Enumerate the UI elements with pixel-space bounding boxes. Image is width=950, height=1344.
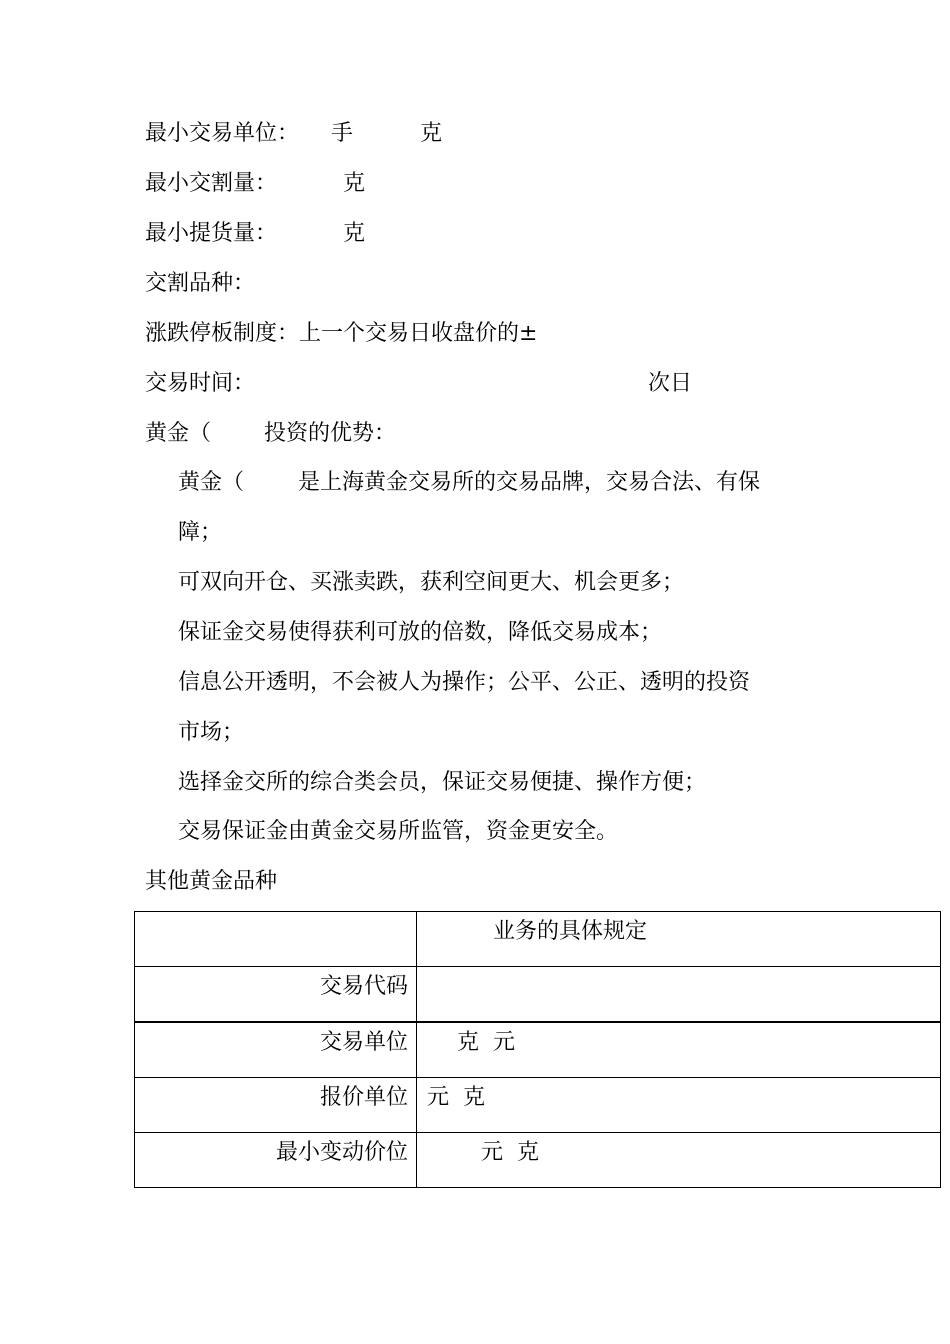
advantage-heading-part1: 黄金（ (145, 421, 212, 446)
header-empty-cell (135, 912, 417, 967)
table-row (135, 1022, 941, 1078)
advantage-item-3: 保证金交易使得获利可放的倍数，降低交易成本； (178, 620, 663, 645)
trade-unit-value: 克 元 (457, 1030, 515, 1055)
advantage-item-1-part2: 是上海黄金交易所的交易品牌，交易合法、有保 (298, 470, 761, 495)
min-tick-label: 最小变动价位 (275, 1140, 408, 1165)
quote-unit-label: 报价单位 (319, 1085, 408, 1110)
advantage-item-4: 信息公开透明，不会被人为操作；公平、公正、透明的投资 (178, 670, 751, 695)
table-row (135, 1078, 941, 1133)
advantage-item-5: 选择金交所的综合类会员，保证交易便捷、操作方便； (178, 770, 707, 795)
advantage-item-1-continued: 障； (178, 520, 223, 545)
min-tick-value: 元 克 (481, 1140, 539, 1165)
header-cell (417, 912, 941, 967)
row-label-cell (135, 967, 417, 1023)
table-row (135, 967, 941, 1023)
trade-time-next-day: 次日 (648, 371, 693, 396)
table-header-row (135, 912, 941, 967)
row-label-cell (135, 1022, 417, 1078)
advantage-item-1-part1: 黄金（ (178, 470, 245, 495)
other-gold-heading: 其他黄金品种 (145, 869, 278, 894)
row-label-cell (135, 1078, 417, 1133)
min-delivery-label: 最小交割量： (145, 171, 278, 196)
row-value-cell (417, 1133, 941, 1188)
min-pickup-value: 克 (343, 221, 366, 246)
advantage-item-6: 交易保证金由黄金交易所监管，资金更安全。 (178, 819, 619, 844)
min-trade-unit-value-1: 手 (331, 121, 354, 146)
trade-unit-label: 交易单位 (319, 1030, 408, 1055)
quote-unit-value: 元 克 (427, 1085, 485, 1110)
row-value-cell (417, 967, 941, 1023)
min-trade-unit-label: 最小交易单位： (145, 121, 300, 146)
header-text: 业务的具体规定 (493, 919, 648, 944)
trade-time-label: 交易时间： (145, 371, 256, 396)
row-value-cell (417, 1022, 941, 1078)
trade-code-label: 交易代码 (319, 974, 408, 999)
advantage-item-4-continued: 市场； (178, 720, 245, 745)
advantage-item-2: 可双向开仓、买涨卖跌，获利空间更大、机会更多； (178, 570, 685, 595)
min-trade-unit-value-2: 克 (420, 121, 443, 146)
advantage-heading-part2: 投资的优势： (264, 421, 397, 446)
spec-table (134, 911, 941, 1188)
trade-code-value (417, 967, 940, 973)
price-limit-text: 涨跌停板制度：上一个交易日收盘价的± (145, 321, 538, 346)
row-label-cell (135, 1133, 417, 1188)
table-row (135, 1133, 941, 1188)
delivery-variety-label: 交割品种： (145, 271, 256, 296)
min-pickup-label: 最小提货量： (145, 221, 278, 246)
row-value-cell (417, 1078, 941, 1133)
min-delivery-value: 克 (343, 171, 366, 196)
